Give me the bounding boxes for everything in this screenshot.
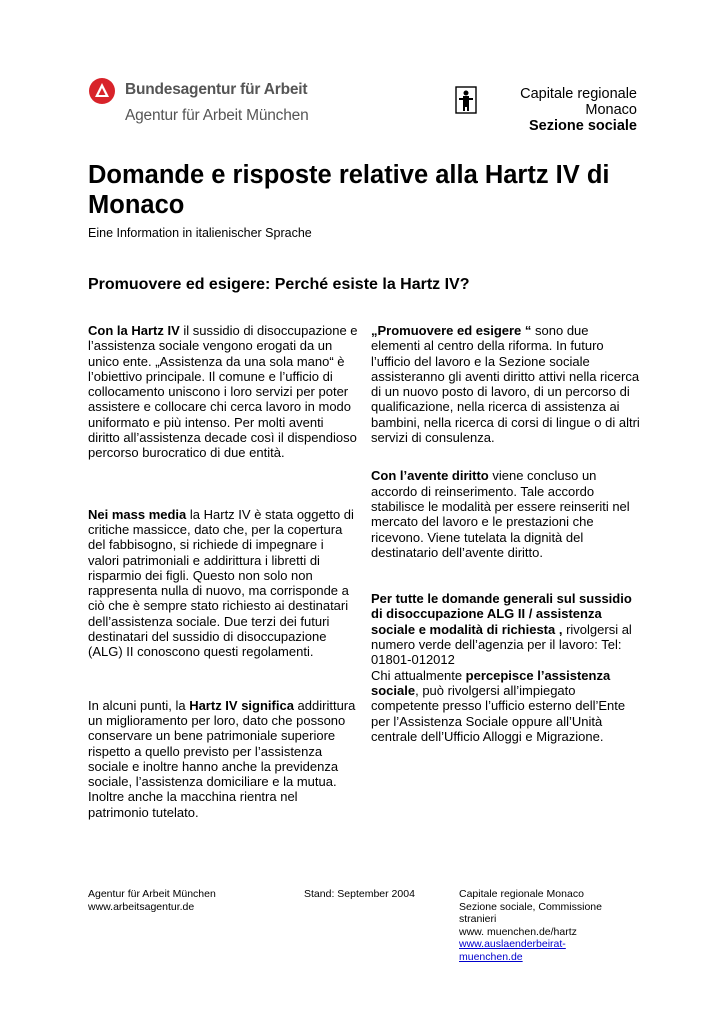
agency-logo bbox=[88, 75, 328, 135]
right-paragraph-3 bbox=[371, 591, 641, 667]
city-header bbox=[520, 86, 637, 134]
left-p1-text: il sussidio di disoccupazione e l’assistenza sociale vengono erogati da un unico ente. „Assistenza da una sola mano“ è l’obiettivo principale. Il comune e l’ufficio di collocamento uniscono i loro servizi per poter assistere e collocare chi cerca lavoro in modo uniformato e più intenso. Per molti aventi diritto all’assistenza decade così il dispendioso percorso burocratico di due entità. bbox=[88, 323, 358, 461]
right-p1-bold: „Promuovere ed esigere “ bbox=[371, 323, 532, 338]
right-p2-bold: Con l’avente diritto bbox=[371, 468, 489, 484]
left-p3-pre: In alcuni punti, la bbox=[88, 697, 190, 713]
left-p2-bold: Nei mass media bbox=[88, 506, 187, 522]
footer-date: Stand: September 2004 bbox=[304, 888, 415, 900]
munich-emblem-icon bbox=[455, 86, 477, 114]
footer-right-line3: www. muenchen.de/hartz bbox=[459, 925, 577, 938]
right-p3-text: rivolgersi al numero verde dell’agenzia per il lavoro: Tel: 01801-012012 bbox=[371, 621, 632, 668]
left-paragraph-2 bbox=[88, 507, 358, 660]
left-p2-text: la Hartz IV è stata oggetto di critiche massicce, dato che, per la copertura del fabbisogno, si richiede di impegnare i valori patrimoniali e addirittura i libretti di risparmio dei figli. Questo non solo non rappresenta nulla di nuovo, ma corrisponde a ciò che è sempre stato richiesto ai destinatari dell’assistenza sociale. Due terzi dei futuri destinatari del sussidio di disoccupazione (ALG) II conoscono questi regolamenti. bbox=[88, 506, 354, 660]
footer-right bbox=[459, 888, 629, 963]
city-line3: Sezione sociale bbox=[529, 118, 637, 134]
footer-left-line1: Agentur für Arbeit München bbox=[88, 888, 216, 900]
right-column bbox=[371, 323, 641, 744]
triangle-logo-icon bbox=[88, 77, 116, 105]
footer-left-url: www.arbeitsagentur.de bbox=[88, 900, 195, 913]
left-paragraph-1 bbox=[88, 323, 358, 461]
right-p1-text: sono due elementi al centro della riforma. In futuro l’ufficio del lavoro e la Sezione sociale assisteranno gli aventi diritto attivi nella ricerca di un nuovo posto di lavoro, di un percorso di qualificazione, nella ricerca di assistenza ai bambini, nella ricerca di corsi di lingue o di altri servizi di consulenza. bbox=[371, 323, 640, 446]
footer-left bbox=[88, 888, 298, 913]
left-p1-bold: Con la Hartz IV bbox=[88, 323, 180, 338]
right-paragraph-1 bbox=[371, 323, 641, 445]
page-subtitle: Eine Information in italienischer Sprache bbox=[88, 226, 312, 240]
right-p3-bold: Per tutte le domande generali sul sussidio di disoccupazione ALG II / assistenza sociale e modalità di richiesta , bbox=[371, 591, 632, 637]
left-p3-text: addirittura un miglioramento per loro, dato che possono conservare un bene patrimoniale superiore rispetto a quello previsto per l’assistenza sociale e inoltre hanno anche la previdenza sociale, l’assistenza domiciliare e la mutua. Inoltre anche la macchina rientra nel patrimonio tutelato. bbox=[88, 697, 356, 820]
left-paragraph-3 bbox=[88, 698, 358, 820]
right-paragraph-4 bbox=[371, 668, 641, 744]
left-column bbox=[88, 323, 358, 820]
city-line2: Monaco bbox=[585, 102, 637, 118]
right-p4-text: , può rivolgersi all’impiegato competente presso l’ufficio esterno dell’Ente per l’Assistenza Sociale oppure all’Unità centrale dell’Ufficio Alloggi e Migrazione. bbox=[371, 682, 626, 744]
left-p3-bold: Hartz IV significa bbox=[189, 697, 294, 713]
right-p4-bold: percepisce l’assistenza sociale bbox=[371, 667, 611, 698]
right-p2-text: viene concluso un accordo di reinserimento. Tale accordo stabilisce le modalità per essere reinseriti nel mercato del lavoro e le prestazioni che ricevono. Viene tutelata la dignità del destinatario dell’avente diritto. bbox=[371, 468, 630, 560]
logo-line2: Agentur für Arbeit München bbox=[125, 107, 309, 124]
footer-right-line1: Capitale regionale Monaco bbox=[459, 888, 584, 900]
logo-line1: Bundesagentur für Arbeit bbox=[125, 81, 308, 98]
footer-right-link[interactable]: www.auslaenderbeirat-muenchen.de bbox=[459, 938, 566, 963]
footer-right-line2: Sezione sociale, Commissione stranieri bbox=[459, 900, 602, 925]
page-title: Domande e risposte relative alla Hartz IV di Monaco bbox=[88, 161, 610, 219]
section-heading: Promuovere ed esigere: Perché esiste la Hartz IV? bbox=[88, 276, 470, 293]
city-line1: Capitale regionale bbox=[520, 86, 637, 102]
right-p4-pre: Chi attualmente bbox=[371, 667, 466, 683]
right-paragraph-2 bbox=[371, 468, 641, 560]
